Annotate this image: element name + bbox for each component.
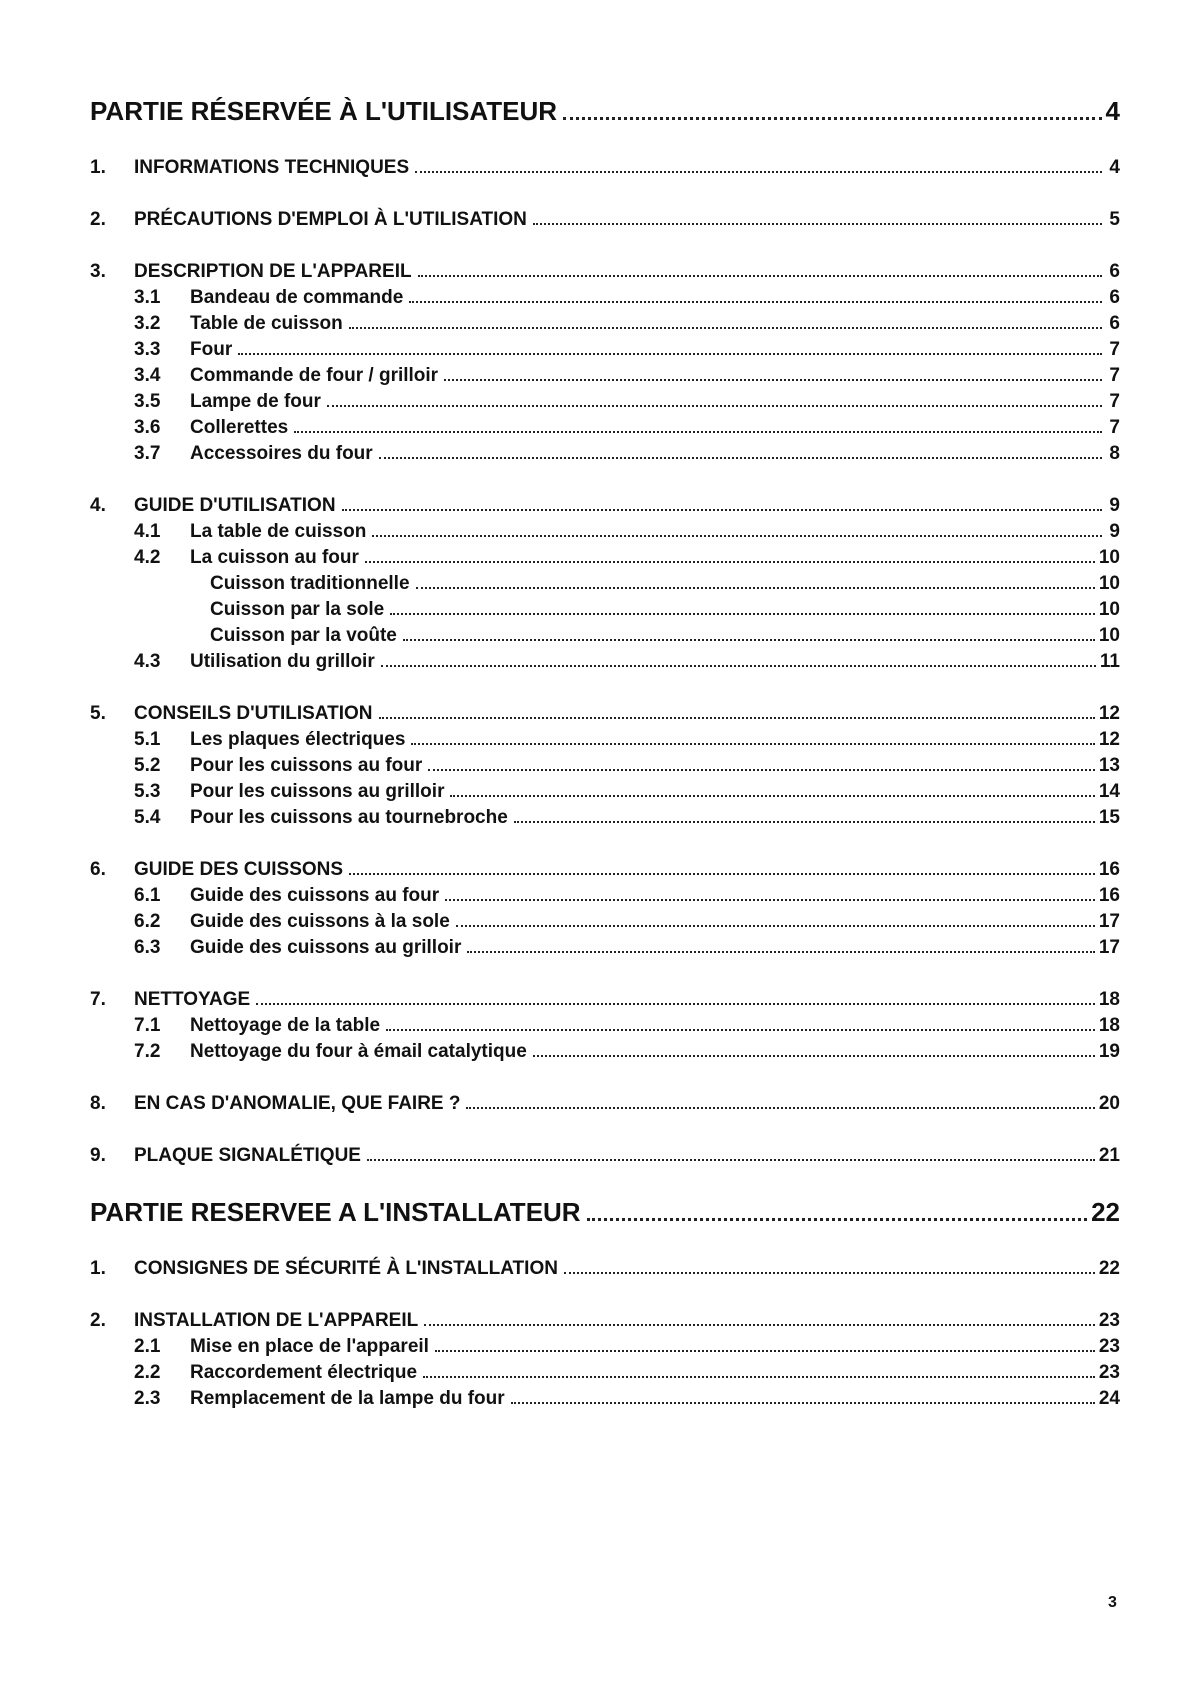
toc-entry[interactable] <box>90 157 1120 183</box>
section-page: 6 <box>1109 261 1120 282</box>
toc-entry[interactable] <box>90 859 1120 885</box>
subsection-title: Guide des cuissons au four <box>190 885 440 906</box>
subsection-title: Pour les cuissons au four <box>190 755 423 776</box>
leader-dots <box>533 1055 1095 1057</box>
subsection-number: 5.1 <box>134 729 161 750</box>
part-page: 22 <box>1091 1197 1120 1227</box>
section-title: PLAQUE SIGNALÉTIQUE <box>134 1145 361 1166</box>
leader-dots <box>511 1402 1095 1404</box>
section-number: 4. <box>90 495 106 516</box>
leader-dots <box>450 795 1094 797</box>
toc-entry[interactable] <box>90 989 1120 1015</box>
subsection-page: 18 <box>1098 1015 1120 1036</box>
subsection-page: 7 <box>1109 417 1120 438</box>
subsection-title: Nettoyage du four à émail catalytique <box>190 1041 527 1062</box>
subsection-number: 5.4 <box>134 807 161 828</box>
toc-subentry[interactable] <box>90 287 1120 313</box>
toc-subsubentry[interactable] <box>90 573 1120 599</box>
toc-subsubentry[interactable] <box>90 599 1120 625</box>
leader-dots <box>379 717 1095 719</box>
toc-entry[interactable] <box>90 495 1120 521</box>
toc-section <box>90 859 1120 963</box>
subsection-title: Lampe de four <box>190 391 321 412</box>
toc-subentry[interactable] <box>90 313 1120 339</box>
toc-subentry[interactable] <box>90 1388 1120 1414</box>
subsection-page: 11 <box>1099 651 1120 672</box>
subsection-title: Pour les cuissons au grilloir <box>190 781 445 802</box>
subsection-page: 12 <box>1098 729 1120 750</box>
section-number: 8. <box>90 1093 106 1114</box>
toc-subentry[interactable] <box>90 339 1120 365</box>
subsection-number: 3.3 <box>134 339 161 360</box>
part-page: 4 <box>1105 96 1120 126</box>
toc-section <box>90 1145 1120 1171</box>
subsection-page: 17 <box>1098 937 1120 958</box>
toc-section <box>90 495 1120 677</box>
toc-subentry[interactable] <box>90 755 1120 781</box>
leader-dots <box>372 535 1102 537</box>
subsection-number: 5.2 <box>134 755 161 776</box>
toc-entry[interactable] <box>90 1310 1120 1336</box>
subsection-number: 7.1 <box>134 1015 161 1036</box>
toc-subentry[interactable] <box>90 807 1120 833</box>
subsection-page: 10 <box>1098 599 1120 620</box>
section-number: 2. <box>90 209 106 230</box>
toc-section <box>90 209 1120 235</box>
toc-subentry[interactable] <box>90 911 1120 937</box>
toc-section <box>90 1258 1120 1284</box>
subsection-page: 6 <box>1109 313 1120 334</box>
subsection-number: 2.1 <box>134 1336 161 1357</box>
toc-entry[interactable] <box>90 703 1120 729</box>
subsection-page: 8 <box>1109 443 1120 464</box>
leader-dots <box>349 873 1095 875</box>
section-page: 4 <box>1109 157 1120 178</box>
subsection-page: 19 <box>1098 1041 1120 1062</box>
section-title: PRÉCAUTIONS D'EMPLOI À L'UTILISATION <box>134 209 527 230</box>
section-title: INFORMATIONS TECHNIQUES <box>134 157 410 178</box>
toc-subentry[interactable] <box>90 1041 1120 1067</box>
subsection-page: 23 <box>1098 1336 1120 1357</box>
section-number: 3. <box>90 261 106 282</box>
subsection-title: Commande de four / grilloir <box>190 365 439 386</box>
subsection-page: 13 <box>1098 755 1120 776</box>
subsection-page: 9 <box>1109 521 1120 542</box>
toc-section <box>90 703 1120 833</box>
leader-dots <box>403 639 1095 641</box>
leader-dots <box>563 117 1102 120</box>
toc-section <box>90 1310 1120 1414</box>
leader-dots <box>238 353 1102 355</box>
section-page: 23 <box>1098 1310 1120 1331</box>
subsection-title: Bandeau de commande <box>190 287 404 308</box>
subsection-page: 7 <box>1109 391 1120 412</box>
leader-dots <box>418 275 1102 277</box>
toc-subentry[interactable] <box>90 1015 1120 1041</box>
leader-dots <box>445 899 1095 901</box>
toc-section <box>90 989 1120 1067</box>
subsection-title: Guide des cuissons à la sole <box>190 911 450 932</box>
subsection-page: 23 <box>1098 1362 1120 1383</box>
leader-dots <box>294 431 1102 433</box>
toc-entry[interactable] <box>90 1093 1120 1119</box>
section-title: CONSIGNES DE SÉCURITÉ À L'INSTALLATION <box>134 1258 558 1279</box>
subsection-title: Nettoyage de la table <box>190 1015 381 1036</box>
toc-section <box>90 261 1120 469</box>
section-title: INSTALLATION DE L'APPAREIL <box>134 1310 419 1331</box>
section-number: 7. <box>90 989 106 1010</box>
subsection-title: Utilisation du grilloir <box>190 651 375 672</box>
toc-subentry[interactable] <box>90 443 1120 469</box>
section-number: 2. <box>90 1310 106 1331</box>
subsection-page: 16 <box>1098 885 1120 906</box>
toc-subentry[interactable] <box>90 729 1120 755</box>
leader-dots <box>386 1029 1095 1031</box>
subsection-title: La cuisson au four <box>190 547 359 568</box>
section-number: 9. <box>90 1145 106 1166</box>
leader-dots <box>587 1218 1087 1221</box>
section-number: 1. <box>90 157 106 178</box>
subsection-number: 6.2 <box>134 911 161 932</box>
subsection-title: La table de cuisson <box>190 521 367 542</box>
toc-subentry[interactable] <box>90 651 1120 677</box>
section-number: 6. <box>90 859 106 880</box>
subsection-title: Four <box>190 339 233 360</box>
subsection-title: Cuisson par la voûte <box>210 625 397 646</box>
section-page: 12 <box>1098 703 1120 724</box>
leader-dots <box>456 925 1095 927</box>
subsection-number: 4.1 <box>134 521 161 542</box>
subsection-number: 2.2 <box>134 1362 161 1383</box>
subsection-title: Table de cuisson <box>190 313 343 334</box>
leader-dots <box>342 509 1102 511</box>
subsection-title: Cuisson traditionnelle <box>210 573 410 594</box>
leader-dots <box>416 587 1095 589</box>
leader-dots <box>514 821 1095 823</box>
section-title: EN CAS D'ANOMALIE, QUE FAIRE ? <box>134 1093 461 1114</box>
subsection-title: Cuisson par la sole <box>210 599 385 620</box>
toc-subentry[interactable] <box>90 885 1120 911</box>
subsection-title: Collerettes <box>190 417 289 438</box>
table-of-contents <box>90 96 1120 1440</box>
page-number: 3 <box>1108 1594 1117 1611</box>
leader-dots <box>327 405 1102 407</box>
subsection-page: 10 <box>1098 625 1120 646</box>
toc-subentry[interactable] <box>90 521 1120 547</box>
toc-subentry[interactable] <box>90 417 1120 443</box>
subsection-number: 3.2 <box>134 313 161 334</box>
part-title: PARTIE RESERVEE A L'INSTALLATEUR <box>90 1197 581 1227</box>
subsection-title: Pour les cuissons au tournebroche <box>190 807 508 828</box>
toc-entry[interactable] <box>90 1258 1120 1284</box>
section-page: 5 <box>1109 209 1120 230</box>
toc-entry[interactable] <box>90 209 1120 235</box>
subsection-page: 7 <box>1109 339 1120 360</box>
toc-subentry[interactable] <box>90 547 1120 573</box>
section-page: 20 <box>1098 1093 1120 1114</box>
leader-dots <box>411 743 1094 745</box>
subsection-number: 2.3 <box>134 1388 161 1409</box>
leader-dots <box>365 561 1095 563</box>
toc-subentry[interactable] <box>90 781 1120 807</box>
subsection-page: 10 <box>1098 547 1120 568</box>
section-page: 22 <box>1098 1258 1120 1279</box>
section-page: 18 <box>1098 989 1120 1010</box>
leader-dots <box>533 223 1102 225</box>
part-title: PARTIE RÉSERVÉE À L'UTILISATEUR <box>90 96 558 126</box>
toc-subentry[interactable] <box>90 937 1120 963</box>
subsection-page: 17 <box>1098 911 1120 932</box>
subsection-title: Remplacement de la lampe du four <box>190 1388 505 1409</box>
section-page: 9 <box>1109 495 1120 516</box>
section-page: 21 <box>1098 1145 1120 1166</box>
section-title: DESCRIPTION DE L'APPAREIL <box>134 261 412 282</box>
section-number: 5. <box>90 703 106 724</box>
section-page: 16 <box>1098 859 1120 880</box>
leader-dots <box>390 613 1095 615</box>
leader-dots <box>466 1107 1094 1109</box>
section-title: GUIDE DES CUISSONS <box>134 859 344 880</box>
leader-dots <box>256 1003 1095 1005</box>
subsection-page: 7 <box>1109 365 1120 386</box>
subsection-number: 7.2 <box>134 1041 161 1062</box>
part-heading[interactable] <box>90 1197 1120 1228</box>
section-title: NETTOYAGE <box>134 989 251 1010</box>
toc-subentry[interactable] <box>90 1362 1120 1388</box>
leader-dots <box>428 769 1095 771</box>
section-title: CONSEILS D'UTILISATION <box>134 703 373 724</box>
toc-section <box>90 1093 1120 1119</box>
toc-entry[interactable] <box>90 1145 1120 1171</box>
leader-dots <box>423 1376 1095 1378</box>
part-heading[interactable] <box>90 96 1120 127</box>
subsection-number: 3.7 <box>134 443 161 464</box>
toc-entry[interactable] <box>90 261 1120 287</box>
toc-subentry[interactable] <box>90 391 1120 417</box>
section-title: GUIDE D'UTILISATION <box>134 495 336 516</box>
section-number: 1. <box>90 1258 106 1279</box>
toc-subsubentry[interactable] <box>90 625 1120 651</box>
leader-dots <box>409 301 1102 303</box>
subsection-title: Guide des cuissons au grilloir <box>190 937 462 958</box>
leader-dots <box>415 171 1102 173</box>
toc-subentry[interactable] <box>90 365 1120 391</box>
subsection-page: 15 <box>1098 807 1120 828</box>
subsection-page: 24 <box>1098 1388 1120 1409</box>
subsection-number: 4.2 <box>134 547 161 568</box>
subsection-page: 10 <box>1098 573 1120 594</box>
subsection-title: Mise en place de l'appareil <box>190 1336 429 1357</box>
subsection-title: Raccordement électrique <box>190 1362 418 1383</box>
subsection-number: 3.6 <box>134 417 161 438</box>
subsection-number: 3.1 <box>134 287 161 308</box>
leader-dots <box>467 951 1095 953</box>
leader-dots <box>379 457 1102 459</box>
subsection-number: 4.3 <box>134 651 161 672</box>
subsection-number: 3.4 <box>134 365 161 386</box>
subsection-number: 6.1 <box>134 885 161 906</box>
leader-dots <box>381 665 1096 667</box>
leader-dots <box>349 327 1102 329</box>
toc-section <box>90 157 1120 183</box>
subsection-page: 14 <box>1098 781 1120 802</box>
subsection-number: 6.3 <box>134 937 161 958</box>
leader-dots <box>435 1350 1095 1352</box>
leader-dots <box>424 1324 1095 1326</box>
leader-dots <box>444 379 1102 381</box>
subsection-title: Accessoires du four <box>190 443 373 464</box>
leader-dots <box>367 1159 1095 1161</box>
subsection-title: Les plaques électriques <box>190 729 406 750</box>
subsection-page: 6 <box>1109 287 1120 308</box>
subsection-number: 3.5 <box>134 391 161 412</box>
leader-dots <box>564 1272 1095 1274</box>
subsection-number: 5.3 <box>134 781 161 802</box>
toc-subentry[interactable] <box>90 1336 1120 1362</box>
